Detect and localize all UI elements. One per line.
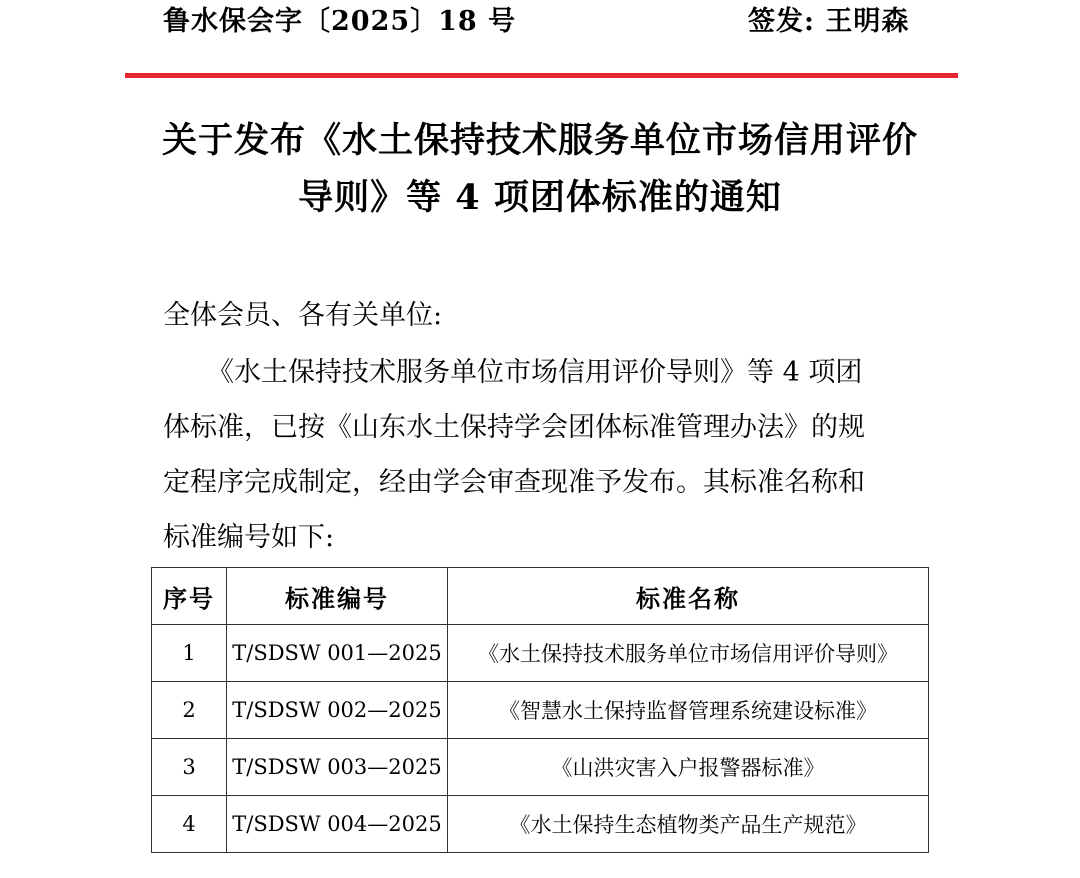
cell-code: T/SDSW 003—2025 — [227, 739, 448, 796]
header-code: 标准编号 — [227, 568, 448, 625]
body-line-4: 标准编号如下: — [163, 522, 335, 553]
table-row — [152, 796, 929, 853]
cell-seq: 4 — [152, 796, 227, 853]
header-name: 标准名称 — [448, 568, 929, 625]
document-title — [150, 112, 930, 226]
cell-name: 《山洪灾害入户报警器标准》 — [448, 739, 929, 796]
signer: 签发: 王明森 — [748, 6, 910, 37]
cell-name: 《水土保持生态植物类产品生产规范》 — [448, 796, 929, 853]
cell-code: T/SDSW 002—2025 — [227, 682, 448, 739]
table-header-row — [152, 568, 929, 625]
table-row — [152, 625, 929, 682]
cell-name: 《水土保持技术服务单位市场信用评价导则》 — [448, 625, 929, 682]
body-line-2: 体标准，已按《山东水土保持学会团体标准管理办法》的规 — [163, 412, 865, 443]
cell-name: 《智慧水土保持监督管理系统建设标准》 — [448, 682, 929, 739]
document-number: 鲁水保会字〔2025〕18 号 — [163, 6, 517, 37]
table-row — [152, 682, 929, 739]
body-paragraph — [163, 345, 923, 565]
cell-seq: 2 — [152, 682, 227, 739]
cell-code: T/SDSW 001—2025 — [227, 625, 448, 682]
salutation: 全体会员、各有关单位: — [163, 300, 443, 331]
standards-table — [151, 567, 929, 853]
title-line-1: 关于发布《水土保持技术服务单位市场信用评价 — [161, 120, 918, 161]
cell-code: T/SDSW 004—2025 — [227, 796, 448, 853]
cell-seq: 1 — [152, 625, 227, 682]
body-line-3: 定程序完成制定，经由学会审查现准予发布。其标准名称和 — [163, 467, 865, 498]
red-divider-rule — [125, 73, 958, 78]
header-seq: 序号 — [152, 568, 227, 625]
title-line-2: 导则》等 4 项团体标准的通知 — [298, 177, 782, 218]
table-row — [152, 739, 929, 796]
body-line-1: 《水土保持技术服务单位市场信用评价导则》等 4 项团 — [207, 357, 863, 388]
cell-seq: 3 — [152, 739, 227, 796]
